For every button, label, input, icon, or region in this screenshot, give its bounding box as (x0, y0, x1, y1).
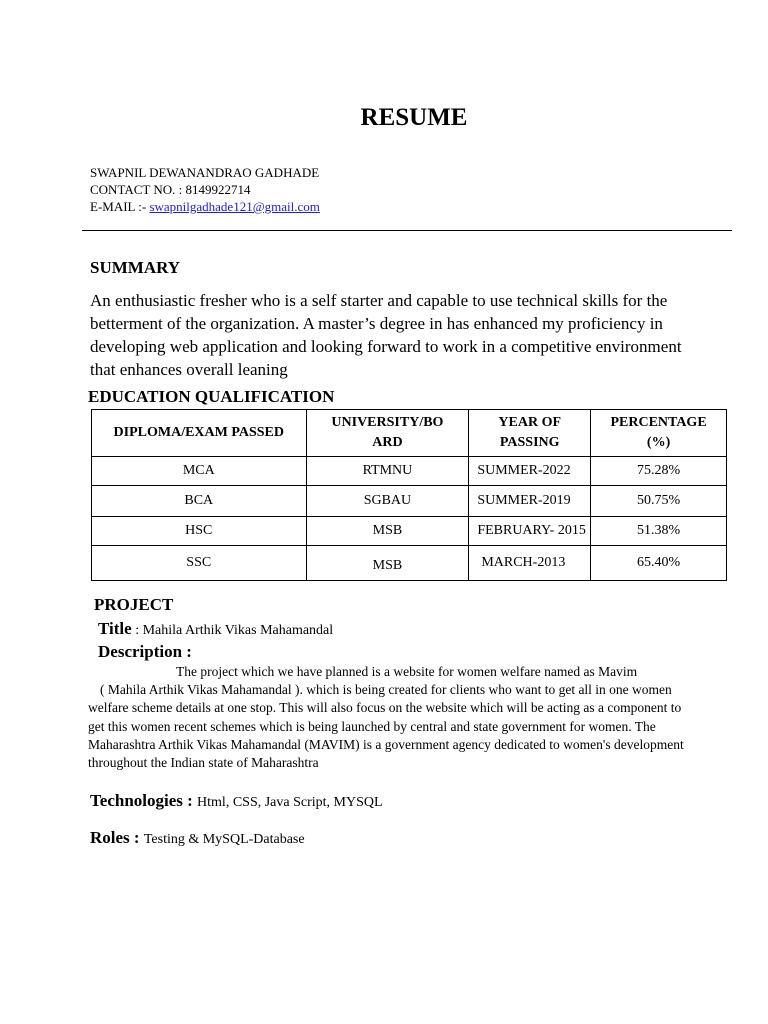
description-line: The project which we have planned is a website for women welfare named as Mavim (176, 664, 638, 679)
table-row (92, 517, 727, 546)
technologies-value: Html, CSS, Java Script, MYSQL (197, 795, 383, 810)
contact-number-label: CONTACT NO. : (90, 182, 186, 197)
column-header-year: YEAR OF PASSING (469, 410, 591, 457)
cell-exam: BCA (92, 486, 307, 517)
roles-value: Testing & MySQL-Database (143, 832, 305, 847)
summary-line: betterment of the organization. A master’s degree in has enhanced my proficiency in (90, 314, 663, 333)
cell-year: SUMMER-2022 (469, 457, 591, 486)
summary-line: developing web application and looking forward to work in a competitive environment (90, 337, 682, 356)
cell-exam: HSC (92, 517, 307, 546)
candidate-name: SWAPNIL DEWANANDRAO GADHADE (90, 165, 320, 180)
project-title-value: : Mahila Arthik Vikas Mahamandal (131, 623, 334, 638)
technologies-label: Technologies : (90, 791, 198, 810)
cell-percentage: 50.75% (591, 486, 727, 517)
cell-board: MSB (306, 546, 469, 581)
cell-percentage: 51.38% (591, 517, 727, 546)
resume-title: RESUME (360, 104, 468, 131)
cell-year: SUMMER-2019 (469, 486, 591, 517)
roles-label: Roles : (90, 828, 144, 847)
project-title-label: Title (98, 619, 132, 638)
table-row (92, 457, 727, 486)
cell-board: RTMNU (306, 457, 469, 486)
project-title-line (98, 619, 333, 639)
description-line: Maharashtra Arthik Vikas Mahamandal (MAVIM) is a government agency dedicated to women's development (88, 736, 684, 752)
email-link[interactable]: swapnilgadhade121@gmail.com (149, 199, 320, 214)
summary-line: An enthusiastic fresher who is a self starter and capable to use technical skills for the (90, 291, 668, 310)
description-line: ( Mahila Arthik Vikas Mahamandal ). which is being created for clients who want to get all in one women (100, 682, 672, 698)
column-header-university: UNIVERSITY/BO ARD (306, 410, 469, 457)
description-line: get this women recent schemes which is being launched by central and state government for women. The (88, 718, 656, 734)
project-heading: PROJECT (94, 595, 174, 614)
cell-year: MARCH-2013 (469, 546, 591, 581)
table-row (92, 486, 727, 517)
cell-percentage: 75.28% (591, 457, 727, 486)
email-label: E-MAIL :- (90, 199, 150, 214)
cell-year: FEBRUARY- 2015 (469, 517, 591, 546)
summary-text (90, 289, 730, 381)
summary-line: that enhances overall leaning (90, 360, 288, 379)
description-label: Description : (98, 642, 192, 661)
column-header-percentage: PERCENTAGE (%) (591, 410, 727, 457)
email-line (90, 198, 320, 216)
cell-percentage: 65.40% (591, 546, 727, 581)
technologies-line (90, 791, 383, 811)
contact-number: 8149922714 (185, 182, 251, 197)
description-line: throughout the Indian state of Maharashtra (88, 755, 319, 771)
summary-heading: SUMMARY (90, 258, 181, 277)
column-header-diploma: DIPLOMA/EXAM PASSED (92, 410, 307, 457)
cell-board: SGBAU (306, 486, 469, 517)
header-divider (82, 230, 732, 231)
education-heading: EDUCATION QUALIFICATION (88, 387, 335, 406)
roles-line (90, 828, 305, 848)
contact-number-line (90, 181, 251, 199)
cell-exam: MCA (92, 457, 307, 486)
cell-board: MSB (306, 517, 469, 546)
education-header-row (92, 410, 727, 457)
description-line: welfare scheme details at one stop. This will also focus on the website which will be acting as a component to (88, 700, 682, 716)
education-table (91, 409, 727, 581)
cell-exam: SSC (92, 546, 307, 581)
project-description (88, 663, 738, 772)
table-row (92, 546, 727, 581)
